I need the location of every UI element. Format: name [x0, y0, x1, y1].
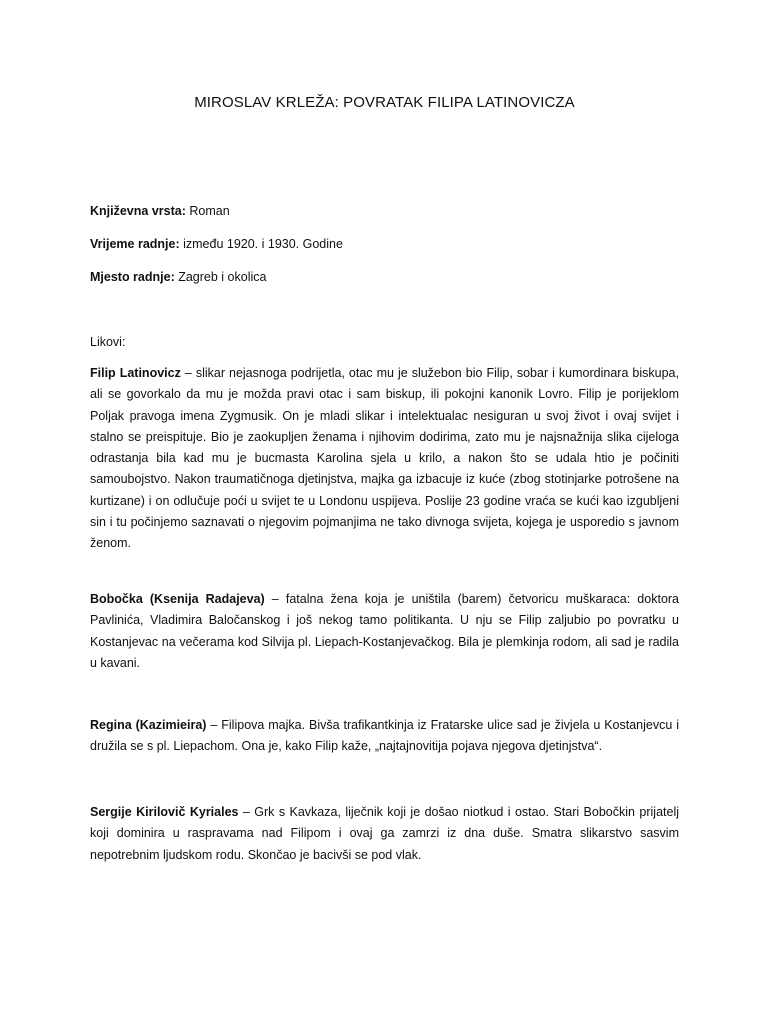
meta-genre-value: Roman	[185, 204, 230, 218]
character-paragraph-filip	[90, 363, 679, 555]
meta-place	[90, 268, 266, 286]
character-paragraph-kyriales	[90, 802, 679, 866]
character-description: – slikar nejasnoga podrijetla, otac mu je služebon bio Filip, sobar i kumordinara biskupa, ali se govorkalo da mu je možda pravi otac i sam biskup, ili pokojni kanonik Lovro. Filip je porijeklom Poljak pravoga imena Zygmusik. On je mladi slikar i intelektualac nesiguran u svoj život i ovaj svijet i stalno se preispituje. Bio je zaokupljen ženama i njihovim dodirima, zato mu je najsnažnija slika cijeloga odrastanja bila kad mu je bucmasta Karolina sjela u krilo, a nakon što se udala htio je počiniti samoubojstvo. Nakon traumatičnoga djetinjstva, majka ga izbacuje iz kuće (zbog stotinjarke potrošene na kurtizane) i on odlučuje poći u svijet te u Londonu uspijeva. Poslije 23 godine vraća se kući kao izgubljeni sin i tu počinjemo saznavati o njegovim pojmanjima ne tako divnoga svijeta, kojega je usporedio s javnom ženom.	[90, 366, 679, 551]
character-name: Sergije Kirilovič Kyriales	[90, 805, 239, 819]
document-page	[90, 0, 679, 1024]
character-description: – Grk s Kavkaza, liječnik koji je došao niotkud i ostao. Stari Bobočkin prijatelj koji dominira u raspravama nad Filipom i ovaj ga zamrzi iz dna duše. Smatra slikarstvo sasvim nepotrebnim ljudskom rodu. Skončao je bacivši se pod vlak.	[90, 805, 679, 862]
meta-genre-label: Književna vrsta:	[90, 204, 186, 218]
meta-place-label: Mjesto radnje:	[90, 270, 175, 284]
characters-heading: Likovi:	[90, 335, 126, 349]
meta-place-value: Zagreb i okolica	[174, 270, 267, 284]
meta-time	[90, 235, 343, 253]
meta-time-label: Vrijeme radnje:	[90, 237, 180, 251]
character-name: Filip Latinovicz	[90, 366, 181, 380]
meta-time-value: između 1920. i 1930. Godine	[179, 237, 343, 251]
character-name: Bobočka (Ksenija Radajeva)	[90, 592, 265, 606]
character-name: Regina (Kazimieira)	[90, 718, 207, 732]
character-description: – Filipova majka. Bivša trafikantkinja iz Fratarske ulice sad je živjela u Kostanjevcu i družila se s pl. Liepachom. Ona je, kako Filip kaže, „najtajnovitija pojava njegova djetinjstva“.	[90, 718, 679, 754]
character-description: – fatalna žena koja je uništila (barem) četvoricu muškaraca: doktora Pavlinića, Vladimira Baločanskog i još nekog tamo politikanta. U nju se Filip zaljubio po povratku u Kostanjevac na večerama kod Silvija pl. Liepach-Kostanjevačkog. Bila je plemkinja rodom, ali sad je radila u kavani.	[90, 592, 680, 670]
document-title: MIROSLAV KRLEŽA: POVRATAK FILIPA LATINOVICZA	[194, 94, 575, 111]
character-paragraph-regina	[90, 715, 679, 758]
character-paragraph-bobocka	[90, 589, 679, 674]
meta-genre	[90, 202, 230, 220]
